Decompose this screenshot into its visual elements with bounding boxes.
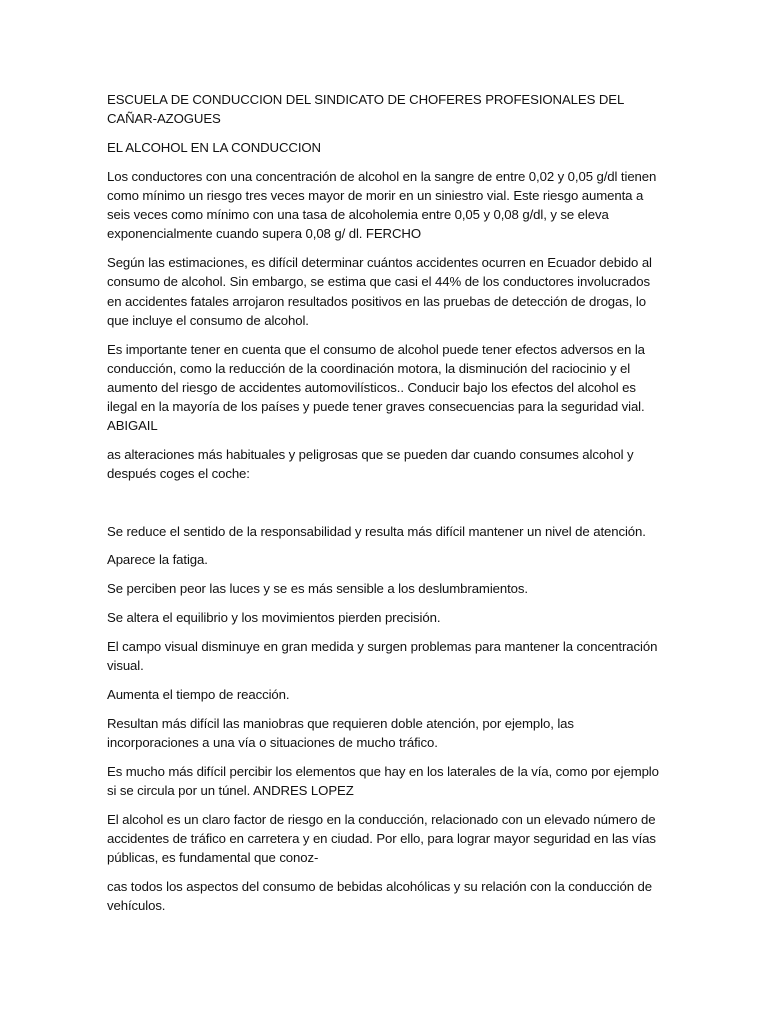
paragraph-alterations-intro: as alteraciones más habituales y peligrosas que se pueden dar cuando consumes alcohol y después coges el coche:	[107, 447, 634, 482]
paragraph-effects: Es importante tener en cuenta que el consumo de alcohol puede tener efectos adversos en la conducción, como la reducción de la coordinación motora, la disminución del raciocinio y el aumento del riesgo de accidentes automovilísticos.. Conducir bajo los efectos del alcohol es ilegal en la mayoría de los países y puede tener graves consecuencias para la seguridad vial. ABIGAIL	[107, 341, 645, 434]
document-subheading: EL ALCOHOL EN LA CONDUCCION	[107, 140, 321, 155]
effect-item: Resultan más difícil las maniobras que requieren doble atención, por ejemplo, las incorporaciones a una vía o situaciones de mucho tráfico.	[107, 715, 574, 750]
effect-item: Es mucho más difícil percibir los elementos que hay en los laterales de la vía, como por ejemplo si se circula por un túnel. ANDRES LOPEZ	[107, 763, 659, 798]
effect-item: El campo visual disminuye en gran medida y surgen problemas para mantener la concentración visual.	[107, 638, 658, 674]
effect-item: Aumenta el tiempo de reacción.	[107, 686, 290, 702]
effect-item: Se altera el equilibrio y los movimientos pierden precisión.	[107, 610, 441, 626]
paragraph-closing-continued: cas todos los aspectos del consumo de bebidas alcohólicas y su relación con la conducción de vehículos.	[107, 878, 653, 914]
effect-item: Se perciben peor las luces y se es más sensible a los deslumbramientos.	[107, 581, 528, 597]
paragraph-risk: Los conductores con una concentración de alcohol en la sangre de entre 0,02 y 0,05 g/dl tienen como mínimo un riesgo tres veces mayor de morir en un siniestro vial. Este riesgo aumenta a seis veces como mínimo con una tasa de alcoholemia entre 0,05 y 0,08 g/dl, y se eleva exponencialmente cuando supera 0,08 g/ dl. FERCHO	[107, 168, 657, 242]
document-body	[107, 90, 667, 925]
paragraph-closing: El alcohol es un claro factor de riesgo en la conducción, relacionado con un elevado número de accidentes de tráfico en carretera y en ciudad. Por ello, para lograr mayor seguridad en las vías públicas, es fundamental que conoz-	[107, 811, 656, 866]
document-heading: ESCUELA DE CONDUCCION DEL SINDICATO DE CHOFERES PROFESIONALES DEL CAÑAR-AZOGUES	[107, 92, 624, 127]
effect-item: Se reduce el sentido de la responsabilidad y resulta más difícil mantener un nivel de atención.	[107, 523, 646, 539]
effect-item: Aparece la fatiga.	[107, 552, 208, 568]
paragraph-estimates: Según las estimaciones, es difícil determinar cuántos accidentes ocurren en Ecuador debido al consumo de alcohol. Sin embargo, se estima que casi el 44% de los conductores involucrados en accidentes fatales arrojaron resultados positivos en las pruebas de detección de drogas, lo que incluye el consumo de alcohol.	[107, 255, 652, 328]
